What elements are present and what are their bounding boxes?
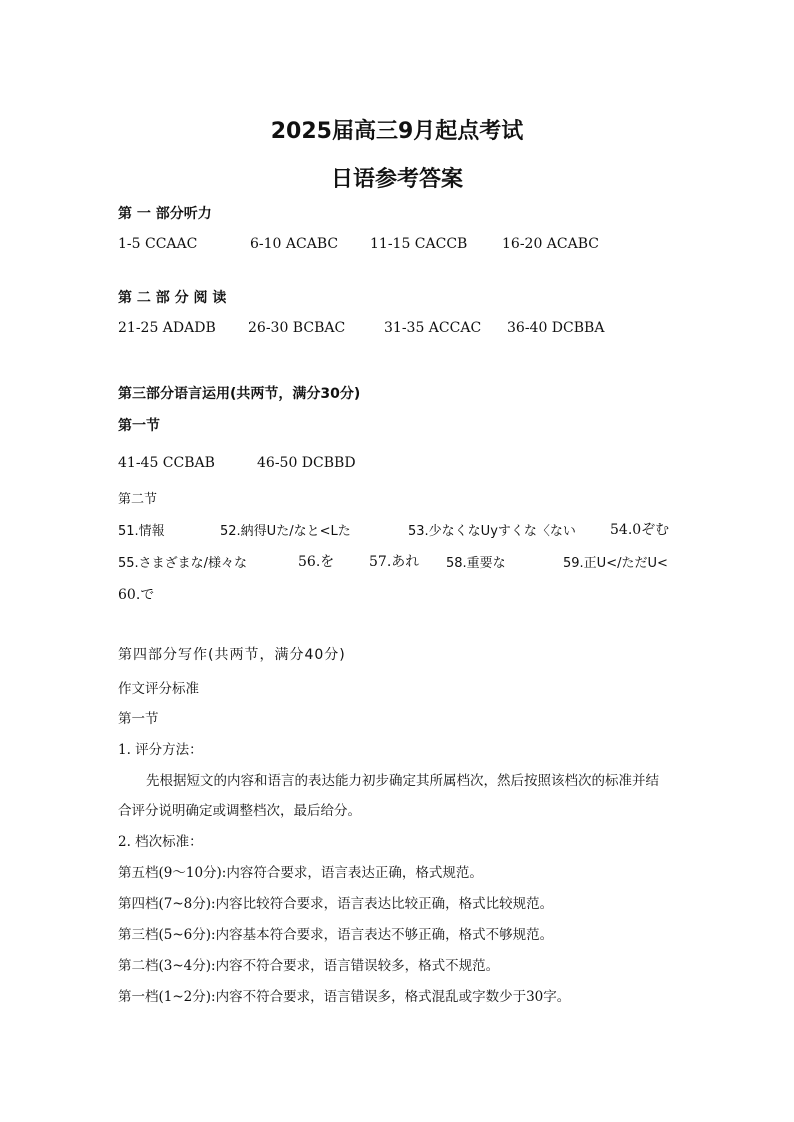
method-text-line1: 先根据短文的内容和语言的表达能力初步确定其所属档次，然后按照该档次的标准并结 [146,773,659,789]
method-text-line2: 合评分说明确定或调整档次，最后给分。 [118,803,361,819]
grade-level-2: 第二档(3~4分):内容不符合要求，语言错误较多，格式不规范。 [118,958,500,974]
answer-item: 52.納得Uた/なと<Lた [220,524,351,539]
grade-level-3: 第三档(5~6分):内容基本符合要求，语言表达不够正确，格式不够规范。 [118,927,554,943]
answer-item: 53.少なくなUyすくな〈ない [408,524,576,539]
part3-section1-heading: 第一节 [118,418,160,434]
criteria-title: 作文评分标准 [118,681,199,697]
answer-group: 21-25 ADADB [118,320,216,336]
part2-heading: 第 二 部 分 阅 读 [118,290,227,306]
answer-group: 36-40 DCBBA [507,320,605,336]
part4-heading: 第四部分写作(共两节，满分40分) [118,647,346,663]
answer-group: 26-30 BCBAC [248,320,346,336]
answer-group: 11-15 CACCB [370,236,468,252]
document-subtitle: 日语参考答案 [330,167,463,192]
answer-group: 1-5 CCAAC [118,236,198,252]
answer-item: 58.重要な [446,556,506,571]
part1-heading: 第 一 部分听力 [118,206,212,222]
answer-item: 51.情報 [118,524,165,539]
part3-section2-heading: 第二节 [118,492,158,507]
grade-title: 2. 档次标准： [118,834,203,850]
document-title: 2025届高三9月起点考试 [270,119,524,144]
answer-item: 54.0ぞむ [610,522,670,538]
answer-item: 56.を [298,554,335,570]
grade-level-5: 第五档(9～10分):内容符合要求，语言表达正确，格式规范。 [118,865,483,881]
grade-level-4: 第四档(7~8分):内容比较符合要求，语言表达比较正确，格式比较规范。 [118,896,554,912]
answer-group: 31-35 ACCAC [384,320,482,336]
part4-section1-heading: 第一节 [118,711,159,727]
answer-item: 60.で [118,587,155,603]
answer-group: 16-20 ACABC [502,236,600,252]
answer-item: 57.あれ [369,554,420,570]
answer-item: 59.正U</ただU< [563,556,668,571]
answer-group: 46-50 DCBBD [257,455,356,471]
method-title: 1. 评分方法： [118,742,203,758]
answer-group: 41-45 CCBAB [118,455,215,471]
answer-item: 55.さまざまな/様々な [118,556,248,571]
grade-level-1: 第一档(1~2分):内容不符合要求，语言错误多，格式混乱或字数少于30字。 [118,989,571,1005]
answer-group: 6-10 ACABC [250,236,339,252]
part3-heading: 第三部分语言运用(共两节，满分30分) [118,386,361,402]
